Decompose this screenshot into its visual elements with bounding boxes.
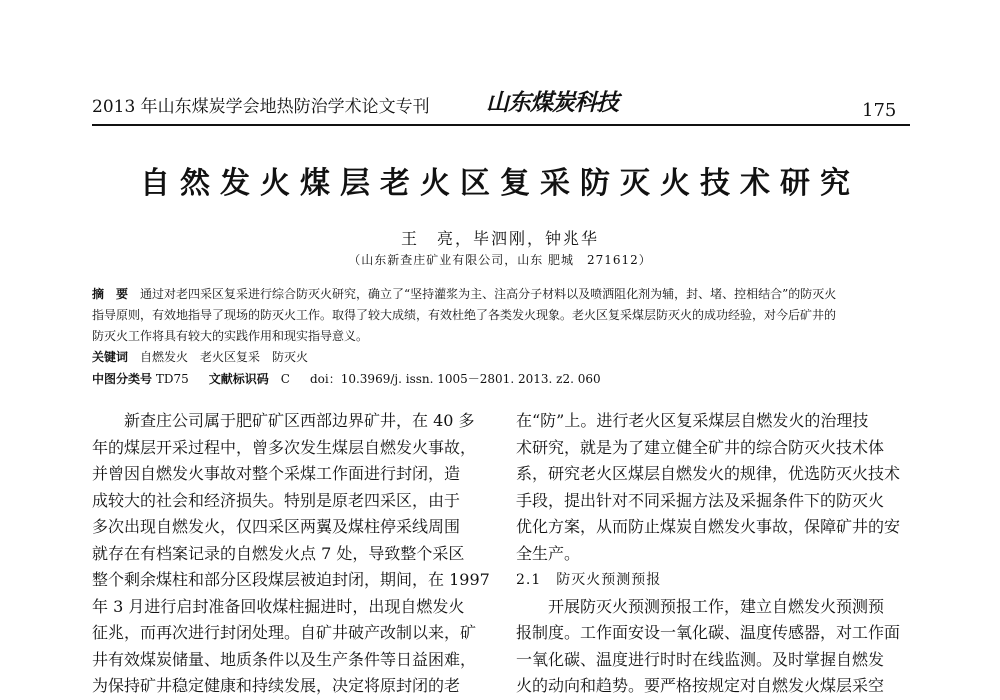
body-line: 全生产。 — [516, 543, 581, 563]
doi: doi：10.3969/j. issn. 1005－2801. 2013. z2. 060 — [309, 372, 601, 386]
abstract-label: 摘 要 — [92, 287, 129, 301]
classification-line — [92, 370, 601, 387]
abstract-block — [92, 284, 910, 347]
body-line: 一氧化碳、温度进行时时在线监测。及时掌握自燃发 — [516, 649, 885, 669]
body-line: 整个剩余煤柱和部分区段煤层被迫封闭，期间，在 1997 — [92, 570, 490, 589]
article-title: 自然发火煤层老火区复采防灭火技术研究 — [140, 166, 860, 201]
body-line: 年的煤层开采过程中，曾多次发生煤层自燃发火事故， — [92, 437, 477, 457]
doc-code: C — [280, 372, 290, 386]
journal-issue-header: 2013 年山东煤炭学会地热防治学术论文专刊 — [92, 97, 430, 117]
body-line: 火的动向和趋势。要严格按规定对自燃发火煤层采空 — [516, 676, 885, 695]
abstract-line: 防灭火工作将具有较大的实践作用和现实指导意义。 — [92, 329, 369, 343]
body-line: 就存在有档案记录的自燃发火点 7 处，导致整个采区 — [92, 543, 465, 563]
journal-logo: 山东煤炭科技 — [486, 89, 618, 116]
abstract-line: 摘 要 通过对老四采区复采进行综合防灭火研究，确立了“坚持灌浆为主、注高分子材料以及喷洒阻化剂为辅，封、堵、控相结合”的防灭火 — [92, 287, 837, 301]
page-number: 175 — [862, 100, 897, 121]
body-line: 征兆，而再次进行封闭处理。自矿井破产改制以来，矿 — [92, 623, 477, 642]
article-affiliation: （山东新查庄矿业有限公司，山东 肥城 271612） — [348, 253, 652, 267]
body-line: 井有效煤炭储量、地质条件以及生产条件等日益困难， — [92, 649, 477, 669]
body-line: 并曾因自燃发火事故对整个采煤工作面进行封闭，造 — [92, 464, 461, 483]
abstract-line: 指导原则，有效地指导了现场的防灭火工作。取得了较大成绩，有效杜绝了各类发火现象。老火区复采煤层防灭火的成功经验，对今后矿井的 — [92, 308, 837, 322]
body-line: 术研究，就是为了建立健全矿井的综合防灭火技术体 — [516, 437, 885, 457]
body-right-column — [516, 408, 912, 700]
body-line: 开展防灭火预测预报工作，建立自燃发火预测预 — [548, 596, 885, 616]
body-line: 多次出现自燃发火，仅四采区两翼及煤柱停采线周围 — [92, 517, 461, 536]
clc-label: 中图分类号 — [92, 372, 153, 386]
section-heading: 2.1 防灭火预测预报 — [516, 572, 662, 588]
body-line: 新查庄公司属于肥矿矿区西部边界矿井，在 40 多 — [124, 411, 475, 430]
body-line: 手段，提出针对不同采掘方法及采掘条件下的防灭火 — [516, 490, 885, 510]
doc-code-label: 文献标识码 — [208, 372, 269, 386]
body-line: 优化方案，从而防止煤炭自燃发火事故，保障矿井的安 — [516, 517, 901, 536]
body-line: 在“防”上。进行老火区复采煤层自燃发火的治理技 — [516, 411, 869, 430]
body-line: 为保持矿井稳定健康和持续发展，决定将原封闭的老 — [92, 676, 461, 695]
keywords: 自燃发火 老火区复采 防灭火 — [140, 350, 309, 364]
body-line: 成较大的社会和经济损失。特别是原老四采区，由于 — [92, 490, 461, 510]
header-rule — [92, 124, 910, 126]
body-line: 系，研究老火区煤层自燃发火的规律，优选防灭火技术 — [516, 464, 901, 483]
keywords-label: 关键词 — [92, 350, 129, 364]
keywords-line — [92, 348, 308, 365]
article-authors: 王 亮，毕泗刚，钟兆华 — [400, 229, 599, 248]
body-left-column — [92, 408, 492, 700]
body-line: 年 3 月进行启封准备回收煤柱掘进时，出现自燃发火 — [92, 596, 465, 616]
clc-code: TD75 — [155, 372, 189, 386]
body-line: 报制度。工作面安设一氧化碳、温度传感器，对工作面 — [516, 623, 901, 642]
